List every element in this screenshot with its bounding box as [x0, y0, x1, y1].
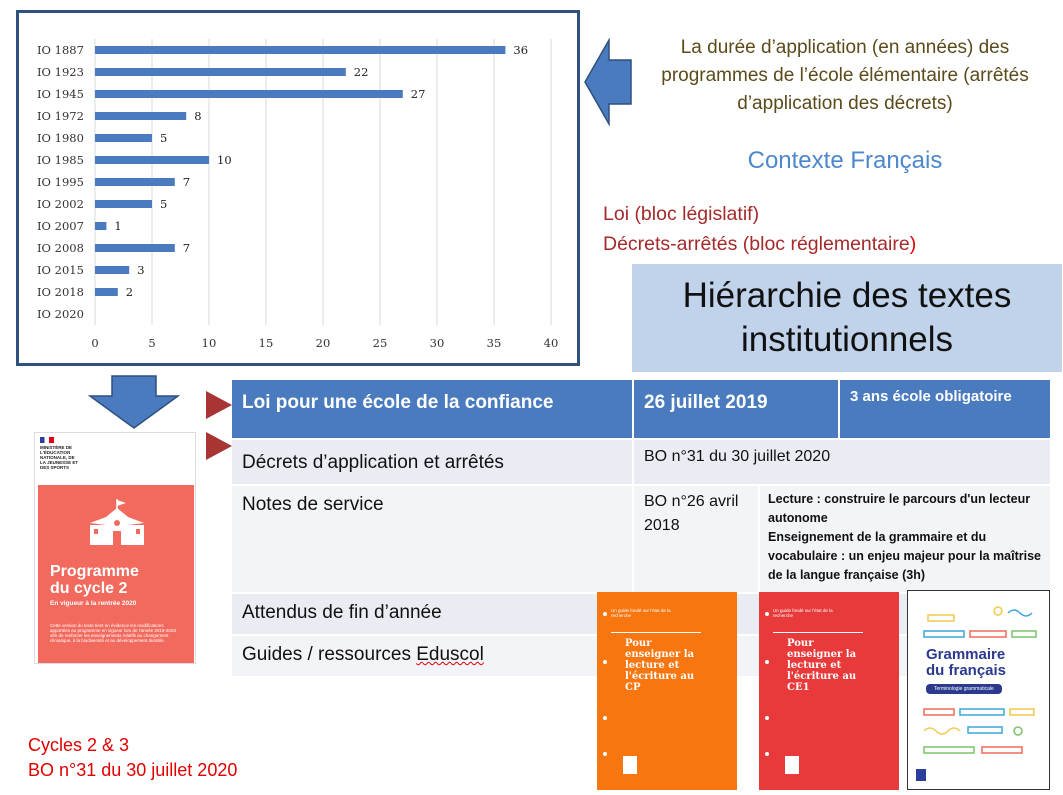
bar-chart [19, 13, 577, 363]
grammaire-booklet: Grammaire du français Terminologie grammaticale [907, 590, 1050, 790]
cycles-note: Cycles 2 & 3 BO n°31 du 30 juillet 2020 [28, 735, 238, 780]
bar [95, 288, 118, 296]
table-cell: Guides / ressources Eduscol [242, 644, 484, 665]
y-tick-label: IO 2002 [37, 197, 84, 211]
data-label: 3 [137, 263, 145, 277]
logo-icon [785, 756, 799, 774]
table-cell: Notes de service [242, 494, 384, 515]
decrets-text: Décrets-arrêtés (bloc réglementaire) [603, 233, 917, 255]
table-cell: BO n°26 avril 2018 [632, 486, 758, 592]
programme-cover: Programme du cycle 2 En vigueur à la rentrée 2020 Cette version du texte tient en évidence les modifications apportées au programme en vigueur lors de l'année 2019-2020 afin de renforcer les enseignements relatifs au changement climatique, à la biodiversité et au développement durable. [38, 485, 194, 663]
data-label: 10 [217, 153, 232, 167]
x-tick-label: 15 [258, 336, 274, 350]
bar [95, 90, 403, 98]
y-tick-label: IO 1980 [37, 131, 84, 145]
y-tick-label: IO 1945 [37, 87, 84, 101]
bar [95, 134, 152, 142]
table-cell: BO n°31 du 30 juillet 2020 [632, 440, 1050, 484]
x-tick-label: 30 [429, 336, 445, 350]
bar [95, 244, 175, 252]
grammaire-title: Grammaire du français [926, 646, 1007, 679]
school-icon [86, 499, 148, 547]
table-row [232, 440, 1050, 484]
y-tick-label: IO 1985 [37, 153, 84, 167]
bar [95, 222, 106, 230]
table-cell: Attendus de fin d’année [242, 602, 442, 623]
loi-text: Loi (bloc législatif) [603, 203, 760, 225]
bar [95, 200, 152, 208]
table-cell: Décrets d’application et arrêtés [242, 452, 504, 473]
x-tick-label: 40 [543, 336, 559, 350]
left-arrow-icon [583, 38, 633, 126]
y-tick-label: IO 2018 [37, 285, 84, 299]
y-tick-label: IO 1972 [37, 109, 84, 123]
y-tick-label: IO 1923 [37, 65, 84, 79]
data-label: 5 [160, 197, 168, 211]
data-label: 27 [410, 87, 426, 101]
data-label: 1 [114, 219, 122, 233]
bar [95, 112, 186, 120]
table-cell: Loi pour une école de la confiance [242, 392, 554, 413]
data-label: 22 [353, 65, 369, 79]
guide-cp-booklet: Un guide fondé sur l'état de la recherche Pour enseigner la lecture et l'écriture au CP [597, 592, 737, 790]
y-tick-label: IO 2020 [37, 307, 84, 321]
programme-title: Programme du cycle 2 [50, 563, 139, 597]
table-row [232, 380, 1050, 438]
programme-cycle2-booklet: MINISTÈRE DE L'ÉDUCATION NATIONALE, DE LA JEUNESSE ET DES SPORTS Programme du cycle 2 En vigueur à la rentrée 2020 Cette version du texte tient en évidence les modifications apportées au programme en vigueur lors de l'année 2019-2020 afin de renforcer les enseignements relatifs au changement climatique, à la biodiversité et au développement durable. [34, 432, 196, 664]
data-label: 5 [160, 131, 168, 145]
bar [95, 156, 209, 164]
x-tick-label: 0 [91, 336, 99, 350]
hierarchy-title-box [632, 264, 1062, 372]
context-title: Contexte Français [747, 147, 943, 174]
data-label: 7 [182, 175, 191, 189]
x-tick-label: 25 [372, 336, 388, 350]
pointer-triangle-icon [206, 432, 232, 460]
down-arrow-icon [88, 374, 180, 430]
bar [95, 68, 346, 76]
table-row [232, 486, 1050, 592]
x-tick-label: 10 [201, 336, 217, 350]
table-cell: 3 ans école obligatoire [838, 380, 1050, 438]
logo-icon [623, 756, 637, 774]
guide-ce1-booklet: Un guide fondé sur l'état de la recherche Pour enseigner la lecture et l'écriture au CE1 [759, 592, 899, 790]
data-label: 8 [194, 109, 202, 123]
bar [95, 178, 175, 186]
data-label: 7 [182, 241, 191, 255]
y-tick-label: IO 2007 [37, 219, 84, 233]
y-tick-label: IO 2015 [37, 263, 84, 277]
y-tick-label: IO 1887 [37, 43, 84, 57]
y-tick-label: IO 1995 [37, 175, 84, 189]
chart-description: La durée d’application (en années) des programmes de l’école élémentaire (arrêtés d’application des décrets) [661, 37, 1029, 114]
data-label: 2 [125, 285, 134, 299]
bar [95, 46, 505, 54]
flag-icon [40, 437, 54, 443]
x-tick-label: 20 [315, 336, 331, 350]
pointer-triangle-icon [206, 391, 232, 419]
x-tick-label: 5 [148, 336, 156, 350]
chart-frame [16, 10, 580, 366]
table-cell: Lecture : construire le parcours d'un lecteur autonome Enseignement de la grammaire et du vocabulaire : un enjeu majeur pour la maîtrise de la langue française (3h) [758, 486, 1050, 592]
table-cell: 26 juillet 2019 [632, 380, 838, 438]
data-label: 36 [513, 43, 529, 57]
hierarchy-title: Hiérarchie des textes institutionnels [682, 276, 1012, 359]
bar [95, 266, 129, 274]
x-tick-label: 35 [486, 336, 502, 350]
y-tick-label: IO 2008 [37, 241, 84, 255]
